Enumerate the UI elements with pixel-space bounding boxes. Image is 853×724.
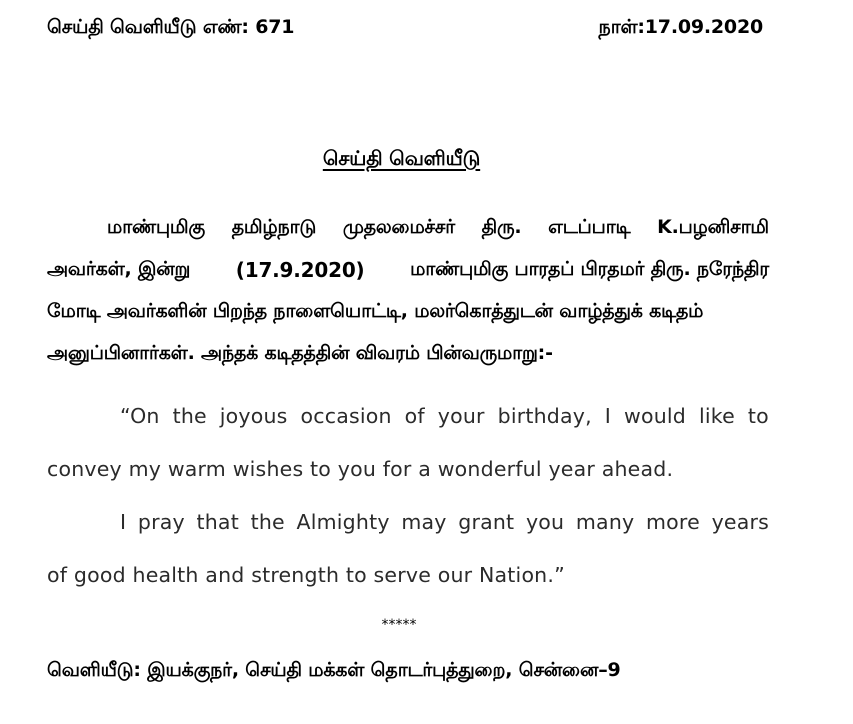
word: K.பழனிசாமி xyxy=(657,215,769,238)
word: மோடி அவர்களின் பிறந்த நாளையொட்டி, மலர்கொத்துடன் வாழ்த்துக் கடிதம் xyxy=(47,299,704,322)
word: would xyxy=(624,404,687,428)
tamil-line-4 xyxy=(47,333,769,375)
word: your xyxy=(437,404,485,428)
word: அவர்கள், இன்று xyxy=(47,257,191,280)
word: திரு. xyxy=(481,215,522,238)
word: many xyxy=(575,510,635,534)
text-line: of good health and strength to serve our Nation.” xyxy=(47,563,565,587)
word: the xyxy=(250,510,285,534)
word: joyous xyxy=(219,404,288,428)
page-title: செய்தி வெளியீடு xyxy=(322,146,481,170)
letter-quote xyxy=(47,390,769,602)
word: may xyxy=(401,510,447,534)
separator-stars: ***** xyxy=(381,617,417,633)
letter-line-1 xyxy=(47,390,769,442)
word: Almighty xyxy=(296,510,390,534)
word: birthday, xyxy=(497,404,592,428)
release-number: செய்தி வெளியீடு எண்: 671 xyxy=(47,16,295,38)
tamil-line-1 xyxy=(47,207,769,249)
tamil-paragraph xyxy=(47,207,769,375)
word: மாண்புமிகு பாரதப் பிரதமர் திரு. நரேந்திர xyxy=(410,257,769,280)
word: grant xyxy=(458,510,515,534)
word: I xyxy=(604,404,612,428)
word: of xyxy=(404,404,425,428)
release-date: நாள்:17.09.2020 xyxy=(598,16,763,38)
word: மாண்புமிகு xyxy=(107,215,206,238)
word: எடப்பாடி xyxy=(548,215,631,238)
word: more xyxy=(646,510,700,534)
word: “On xyxy=(120,404,160,428)
footer-issued-by: வெளியீடு: இயக்குநர், செய்தி மக்கள் தொடர்புத்துறை, சென்னை–9 xyxy=(47,659,621,681)
letter-line-4 xyxy=(47,548,769,602)
letter-line-2 xyxy=(47,442,769,496)
word: to xyxy=(747,404,769,428)
text-line: convey my warm wishes to you for a wonderful year ahead. xyxy=(47,457,674,481)
date-in-text: (17.9.2020) xyxy=(235,258,365,282)
word: தமிழ்நாடு xyxy=(231,215,317,238)
word: like xyxy=(698,404,735,428)
word: occasion xyxy=(300,404,392,428)
word: that xyxy=(196,510,239,534)
word: I xyxy=(120,510,127,534)
word: முதலமைச்சர் xyxy=(342,215,455,238)
text-line: அனுப்பினார்கள். அந்தக் கடிதத்தின் விவரம் பின்வருமாறு:- xyxy=(47,341,553,364)
word: years xyxy=(711,510,769,534)
tamil-line-2 xyxy=(47,249,769,291)
letter-line-3 xyxy=(47,496,769,548)
word: pray xyxy=(137,510,185,534)
tamil-line-3 xyxy=(47,291,769,333)
word: the xyxy=(172,404,207,428)
word: you xyxy=(525,510,565,534)
